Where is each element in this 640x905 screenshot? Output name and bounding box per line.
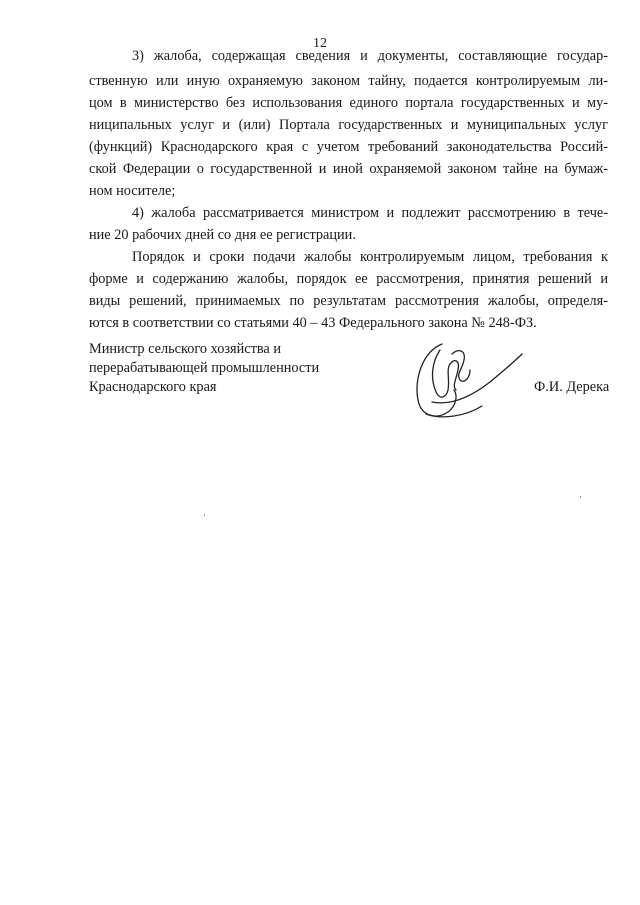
scan-speck [580,496,581,498]
signatory-position: перерабатывающей промышленности [89,360,320,376]
text-line: ние 20 рабочих дней со дня ее регистрации. [89,227,356,243]
page-number: 12 [313,36,327,51]
signatory-position: Краснодарского края [89,379,217,395]
handwritten-signature [412,340,524,422]
text-line: ном носителе; [89,183,176,199]
text-line: ственную или иную охраняемую законом тайну, подается контролируемым ли- [89,73,608,89]
text-line: 3) жалоба, содержащая сведения и документы, составляющие государ- [132,48,608,64]
text-line: ются в соответствии со статьями 40 – 43 Федерального закона № 248-ФЗ. [89,315,537,331]
text-line: 4) жалоба рассматривается министром и подлежит рассмотрению в тече- [132,205,608,221]
text-line: цом в министерство без использования единого портала государственных и му- [89,95,608,111]
signatory-name: Ф.И. Дерека [534,379,610,395]
text-line: виды решений, принимаемых по результатам рассмотрения жалобы, определя- [89,293,608,309]
text-line: (функций) Краснодарского края с учетом требований законодательства Россий- [89,139,608,155]
text-line: ниципальных услуг и (или) Портала государственных и муниципальных услуг [89,117,608,133]
signatory-position: Министр сельского хозяйства и [89,341,281,357]
text-line: форме и содержанию жалобы, порядок ее рассмотрения, принятия решений и [89,271,608,287]
text-line: Порядок и сроки подачи жалобы контролируемым лицом, требования к [132,249,608,265]
scan-speck [204,514,205,516]
text-line: ской Федерации о государственной и иной охраняемой законом тайне на бумаж- [89,161,608,177]
